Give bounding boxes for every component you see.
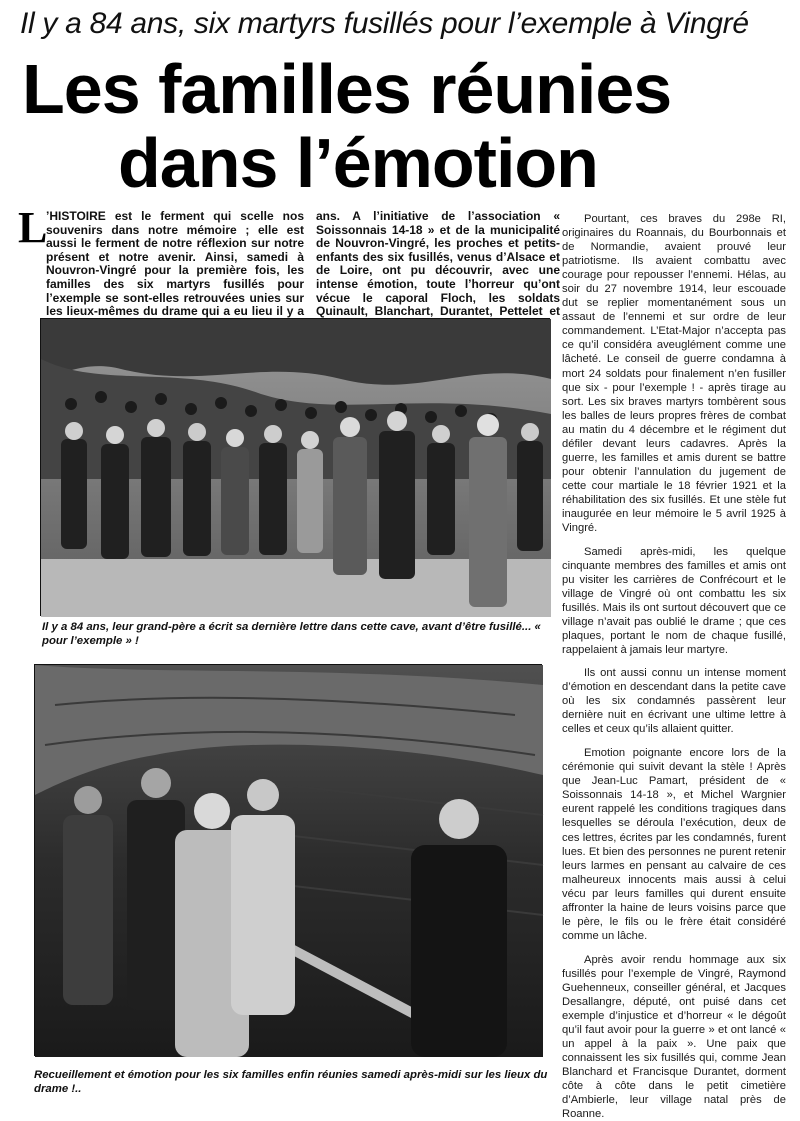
lead-column-2: ans. A l’initiative de l’association « Soissonnais 14-18 » et de la municipalité de Nouvron-Vingré, les proches et petits-enfants des six fusillés, venus d’Alsace et de Loire, ont pu découvrir, avec une intense émotion, toute l’horreur qu’ont vécue le caporal Floch, les soldats Quinault, Blanchart, Durantet, Pettelet et (316, 209, 560, 319)
body-paragraph: Emotion poignante encore lors de la cérémonie qui suivit devant la stèle ! Après que Jean-Luc Pamart, président de « Soissonnais 14-18 », et Michel Wargnier eurent rappelé les conditions tragiques dans lesquelles se déroula l’exécution, deux de ces lettres, écrites par les condamnés, furent lues. Et bien des personnes ne purent retenir leurs larmes en pensant au calvaire de ces malheureux innocents mais aussi à celui vécu par leurs familles qui durent ensuite affronter la haine de leurs voisins parce que le père, le fils ou le frère était considéré comme un lâche. (562, 747, 786, 942)
photo-cave-visit (34, 664, 542, 1056)
body-column-right-top (562, 212, 786, 657)
article-kicker: Il y a 84 ans, six martyrs fusillés pour l’exemple à Vingré (20, 7, 749, 40)
headline-line-1: Les familles réunies (22, 50, 672, 128)
body-column-right-bottom (562, 666, 786, 1121)
lead-column-1: ’HISTOIRE est le ferment qui scelle nos souvenirs dans notre mémoire ; elle est aussi le ferment de notre réflexion sur notre présent et notre avenir. Ainsi, samedi à Nouvron-Vingré pour la première fois, les familles des six martyrs fusillés pour l’exemple se sont-elles retrouvées unies sur les lieux-mêmes du drame qui a eu lieu il y a (46, 209, 304, 319)
photo-caption-1: Il y a 84 ans, leur grand-père a écrit sa dernière lettre dans cette cave, avant d’être fusillé... « pour l’exemple » ! (42, 621, 541, 647)
body-paragraph: Après avoir rendu hommage aux six fusillés pour l’exemple de Vingré, Raymond Guehenneux, conseiller général, et Jacques Desallangre, député, ont puisé dans cet exemple d’injustice et d’horreur « le dégoût qu’il faut avoir pour la guerre » et ont lancé « un appel à la paix ». Une paix que connaissent les six fusillés qui, comme Jean Blanchard et Francisque Durantet, dorment côte à côte dans le petit cimetière d’Ambierle, leur village natal près de Roanne. (562, 953, 786, 1121)
photo-ceremony-crowd (40, 318, 550, 616)
body-paragraph: Pourtant, ces braves du 298e RI, originaires du Roannais, du Bourbonnais et de Normandie, avaient prouvé leur patriotisme. Ils avaient combattu avec courage pour repousser l’ennemi. Hélas, au soir du 27 novembre 1914, leur escouade dut se replier momentanément sous un assaut de l’ennemi et sur ordre de leur commandement. L’Etat-Major n’accepta pas ce qu’il considéra aveuglément comme une lâcheté. Le conseil de guerre condamna à mort 24 soldats pour finalement n’en fusiller que six - pour l’exemple ! - après tirage au sort. Les six braves martyrs tombèrent sous les balles de leurs propres frères de combat au matin du 4 décembre et le régiment dut défiler devant leurs cadavres. Après la guerre, les familles et amis durent se battre pour obtenir l’annulation du jugement de cette cour martiale le 18 février 1921 et la réhabilitation des six fusillés. Et une stèle fut inaugurée en leur mémoire le 5 avril 1925 à Vingré. (562, 213, 786, 535)
headline-line-2: dans l’émotion (118, 124, 598, 202)
body-paragraph: Samedi après-midi, les quelque cinquante membres des familles et amis ont pu visiter les carrières de Confrécourt et le village de Vingré où ont combattu les six fusillés. Mais ils ont surtout découvert que ce village n’avait pas oublié le drame ; que ces plaques, portant le nom de chaque fusillé, rappelaient à jamais leur martyre. (562, 546, 786, 657)
photo-caption-2: Recueillement et émotion pour les six familles enfin réunies samedi après-midi sur les lieux du drame !.. (34, 1069, 548, 1095)
body-paragraph: Ils ont aussi connu un intense moment d’émotion en descendant dans la petite cave où les six condamnés passèrent leur dernière nuit en écrivant une ultime lettre à celles et ceux qu’ils allaient quitter. (562, 667, 786, 736)
drop-cap: L (18, 203, 48, 252)
